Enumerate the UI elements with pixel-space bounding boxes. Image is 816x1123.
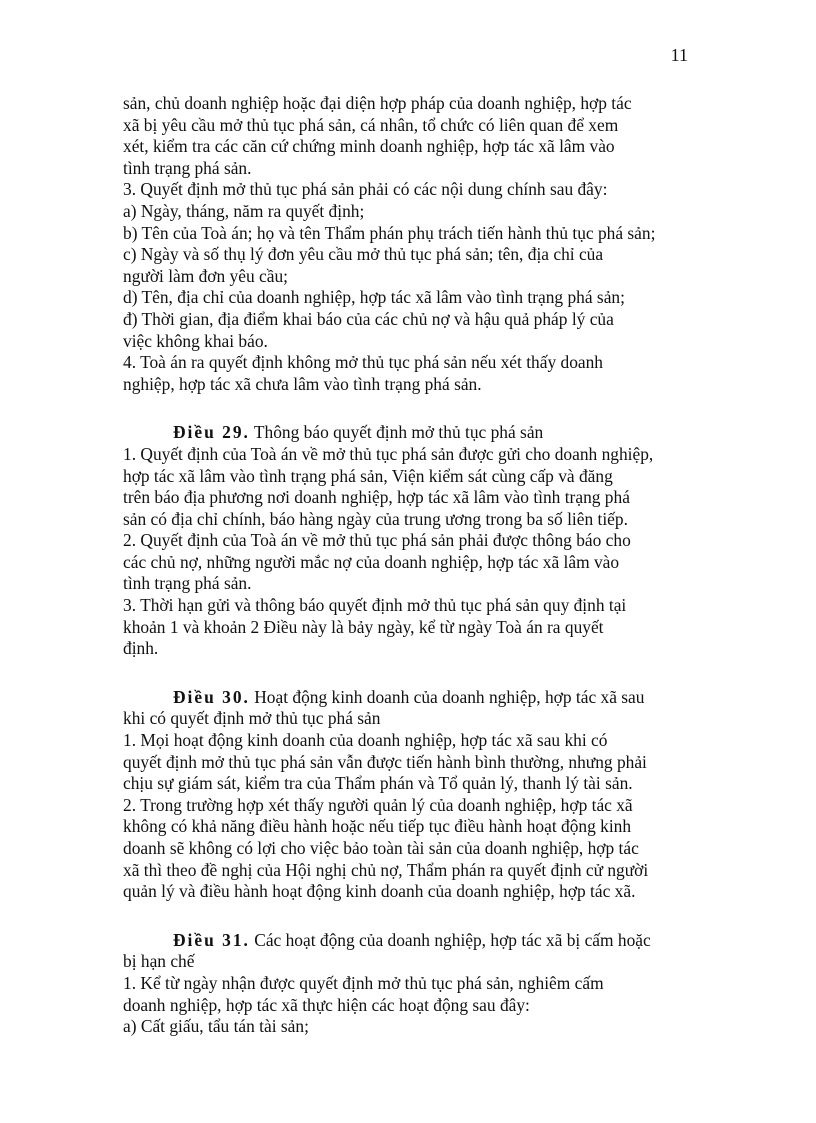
text-line: 2. Trong trường hợp xét thấy người quản lý của doanh nghiệp, hợp tác xã bbox=[123, 794, 633, 815]
text-line: d) Tên, địa chỉ của doanh nghiệp, hợp tác xã lâm vào tình trạng phá sản; bbox=[123, 287, 625, 308]
text-line: tình trạng phá sản. bbox=[123, 573, 252, 594]
text-line: các chủ nợ, những người mắc nợ của doanh nghiệp, hợp tác xã lâm vào bbox=[123, 551, 620, 572]
article-title: Các hoạt động của doanh nghiệp, hợp tác xã bị cấm hoặc bbox=[249, 929, 651, 950]
article-title: Hoạt động kinh doanh của doanh nghiệp, hợp tác xã sau bbox=[249, 686, 645, 707]
text-line: khi có quyết định mở thủ tục phá sản bbox=[123, 708, 381, 729]
text-line: xã thì theo đề nghị của Hội nghị chủ nợ, Thẩm phán ra quyết định cử người bbox=[123, 859, 649, 880]
text-line: 3. Thời hạn gửi và thông báo quyết định mở thủ tục phá sản quy định tại bbox=[123, 595, 627, 616]
article-number: Điều 29. bbox=[173, 422, 250, 443]
article-heading bbox=[123, 930, 703, 952]
text-line: trên báo địa phương nơi doanh nghiệp, hợp tác xã lâm vào tình trạng phá bbox=[123, 487, 630, 508]
text-line: người làm đơn yêu cầu; bbox=[123, 265, 288, 286]
text-line: a) Cất giấu, tẩu tán tài sản; bbox=[123, 1016, 309, 1037]
text-line: chịu sự giám sát, kiểm tra của Thẩm phán và Tổ quản lý, thanh lý tài sản. bbox=[123, 773, 633, 794]
text-line: xét, kiểm tra các căn cứ chứng minh doanh nghiệp, hợp tác xã lâm vào bbox=[123, 136, 615, 157]
section-spacer bbox=[123, 660, 703, 687]
article-section bbox=[123, 903, 703, 1038]
text-line: quyết định mở thủ tục phá sản vẫn được tiến hành bình thường, nhưng phải bbox=[123, 751, 647, 772]
text-line: 1. Quyết định của Toà án về mở thủ tục phá sản được gửi cho doanh nghiệp, bbox=[123, 443, 654, 464]
text-line: xã bị yêu cầu mở thủ tục phá sản, cá nhân, tổ chức có liên quan để xem bbox=[123, 114, 619, 135]
text-line: đ) Thời gian, địa điểm khai báo của các chủ nợ và hậu quả pháp lý của bbox=[123, 308, 614, 329]
article-section bbox=[123, 395, 703, 660]
text-line: quản lý và điều hành hoạt động kinh doanh của doanh nghiệp, hợp tác xã. bbox=[123, 881, 636, 902]
document-body bbox=[123, 93, 703, 1038]
text-line: 3. Quyết định mở thủ tục phá sản phải có các nội dung chính sau đây: bbox=[123, 179, 608, 200]
continuation-section bbox=[123, 93, 703, 395]
text-line: b) Tên của Toà án; họ và tên Thẩm phán phụ trách tiến hành thủ tục phá sản; bbox=[123, 222, 656, 243]
text-line: khoản 1 và khoản 2 Điều này là bảy ngày, kể từ ngày Toà án ra quyết bbox=[123, 616, 604, 637]
section-spacer bbox=[123, 903, 703, 930]
text-line: c) Ngày và số thụ lý đơn yêu cầu mở thủ tục phá sản; tên, địa chỉ của bbox=[123, 244, 604, 265]
page-number: 11 bbox=[670, 45, 688, 65]
text-line: doanh sẽ không có lợi cho việc bảo toàn tài sản của doanh nghiệp, hợp tác bbox=[123, 838, 639, 858]
text-line: tình trạng phá sản. bbox=[123, 157, 252, 178]
article-number: Điều 30. bbox=[173, 686, 250, 707]
article-heading bbox=[123, 687, 703, 709]
text-line: nghiệp, hợp tác xã chưa lâm vào tình trạng phá sản. bbox=[123, 373, 482, 394]
text-line: bị hạn chế bbox=[123, 951, 195, 972]
article-section bbox=[123, 660, 703, 903]
section-spacer bbox=[123, 395, 703, 422]
text-line: hợp tác xã lâm vào tình trạng phá sản, Viện kiểm sát cùng cấp và đăng bbox=[123, 465, 613, 486]
text-line: 1. Mọi hoạt động kinh doanh của doanh nghiệp, hợp tác xã sau khi có bbox=[123, 730, 608, 751]
text-line: sản, chủ doanh nghiệp hoặc đại diện hợp pháp của doanh nghiệp, hợp tác bbox=[123, 93, 632, 113]
text-line: a) Ngày, tháng, năm ra quyết định; bbox=[123, 200, 365, 221]
text-line: sản có địa chỉ chính, báo hàng ngày của trung ương trong ba số liên tiếp. bbox=[123, 508, 628, 529]
text-line: 1. Kể từ ngày nhận được quyết định mở thủ tục phá sản, nghiêm cấm bbox=[123, 972, 604, 993]
article-number: Điều 31. bbox=[173, 929, 250, 950]
article-title: Thông báo quyết định mở thủ tục phá sản bbox=[249, 422, 544, 443]
text-line: doanh nghiệp, hợp tác xã thực hiện các hoạt động sau đây: bbox=[123, 994, 530, 1015]
text-line: 2. Quyết định của Toà án về mở thủ tục phá sản phải được thông báo cho bbox=[123, 530, 631, 551]
text-line: việc không khai báo. bbox=[123, 330, 268, 351]
text-line: không có khả năng điều hành hoặc nếu tiếp tục điều hành hoạt động kinh bbox=[123, 816, 632, 837]
text-line: 4. Toà án ra quyết định không mở thủ tục phá sản nếu xét thấy doanh bbox=[123, 352, 603, 373]
text-line: định. bbox=[123, 638, 159, 659]
article-heading bbox=[123, 422, 703, 444]
